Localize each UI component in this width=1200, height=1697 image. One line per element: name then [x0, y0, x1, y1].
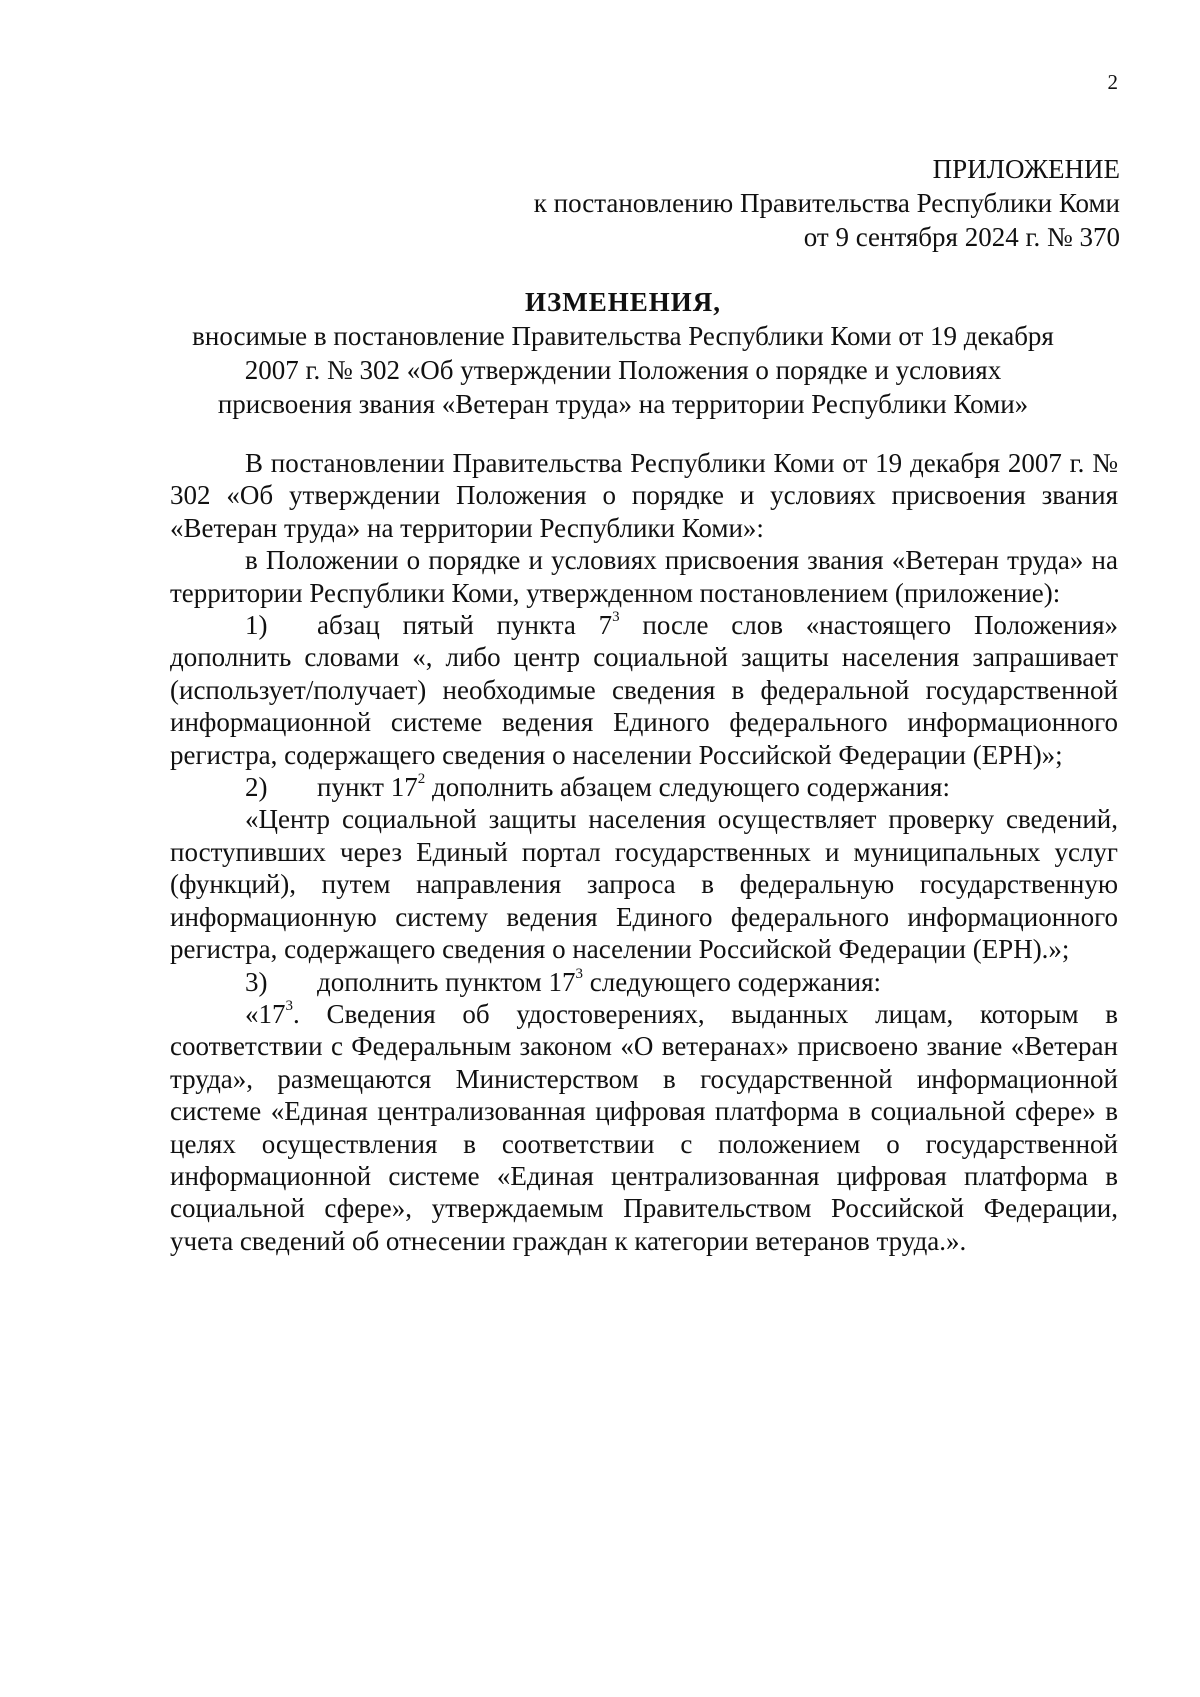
item-text: дополнить пунктом 17: [317, 966, 576, 997]
item-text: следующего содержания:: [583, 966, 882, 997]
superscript: 3: [612, 609, 620, 626]
item-1-paragraph: [170, 609, 1118, 771]
quote-text: . Сведения об удостоверениях, выданных лицам, которым в соответствии с Федеральным законом «О ветеранах» присвоено звание «Ветеран труда», размещаются Министерством в государственной информационной системе «Единая централизованная цифровая платформа в социальной сфере» в целях осуществления в соответствии с положением о государственной информационной системе «Единая централизованная цифровая платформа в социальной сфере», утверждаемым Правительством Российской Федерации, учета сведений об отнесении граждан к категории ветеранов труда.».: [170, 998, 1118, 1256]
subtitle-line: присвоения звания «Ветеран труда» на территории Республики Коми»: [217, 389, 1029, 419]
item-number: 1): [245, 610, 268, 641]
item-text: пункт 17: [317, 772, 418, 803]
appendix-line-2: от 9 сентября 2024 г. № 370: [803, 222, 1120, 252]
item-text: дополнить абзацем следующего содержания:: [425, 772, 950, 803]
appendix-title: ПРИЛОЖЕНИЕ: [932, 154, 1120, 184]
document-heading: ИЗМЕНЕНИЯ,: [524, 287, 721, 317]
appendix-line-1: к постановлению Правительства Республики Коми: [533, 188, 1120, 218]
superscript: 3: [285, 997, 293, 1014]
superscript: 2: [417, 771, 426, 788]
document-subtitle: [170, 319, 1076, 421]
quote-paragraph-2: [170, 998, 1118, 1257]
appendix-block: [534, 152, 1120, 254]
quote-text: «17: [245, 998, 286, 1029]
item-number: 3): [245, 966, 268, 997]
item-text: после слов «настоящего Положения» дополнить словами «, либо центр социальной защиты населения запрашивает (использует/получает) необходимые сведения в федеральной государственной информационной системе ведения Единого федерального информационного регистра, содержащего сведения о населении Российской Федерации (ЕРН)»;: [170, 610, 1118, 770]
subtitle-line: вносимые в постановление Правительства Республики Коми от 19 декабря: [192, 321, 1054, 351]
item-3-paragraph: [170, 966, 1118, 998]
document-body: [170, 447, 1118, 1257]
intro-paragraph: В постановлении Правительства Республики Коми от 19 декабря 2007 г. № 302 «Об утверждении Положения о порядке и условиях присвоения звания «Ветеран труда» на территории Республики Коми»:: [170, 448, 1118, 543]
superscript: 3: [575, 965, 583, 982]
item-text: абзац пятый пункта 7: [317, 610, 613, 641]
item-2-paragraph: [170, 771, 1118, 803]
intro-paragraph-2: в Положении о порядке и условиях присвоения звания «Ветеран труда» на территории Республики Коми, утвержденном постановлением (приложение):: [170, 545, 1118, 608]
subtitle-line: 2007 г. № 302 «Об утверждении Положения о порядке и условиях: [244, 355, 1002, 385]
document-title-block: [170, 285, 1076, 421]
item-number: 2): [245, 772, 268, 803]
quote-paragraph-1: «Центр социальной защиты населения осуществляет проверку сведений, поступивших через Единый портал государственных и муниципальных услуг (функций), путем направления запроса в федеральную государственную информационную систему ведения Единого федерального информационного регистра, содержащего сведения о населении Российской Федерации (ЕРН).»;: [170, 804, 1118, 965]
page-number: 2: [1107, 70, 1118, 94]
